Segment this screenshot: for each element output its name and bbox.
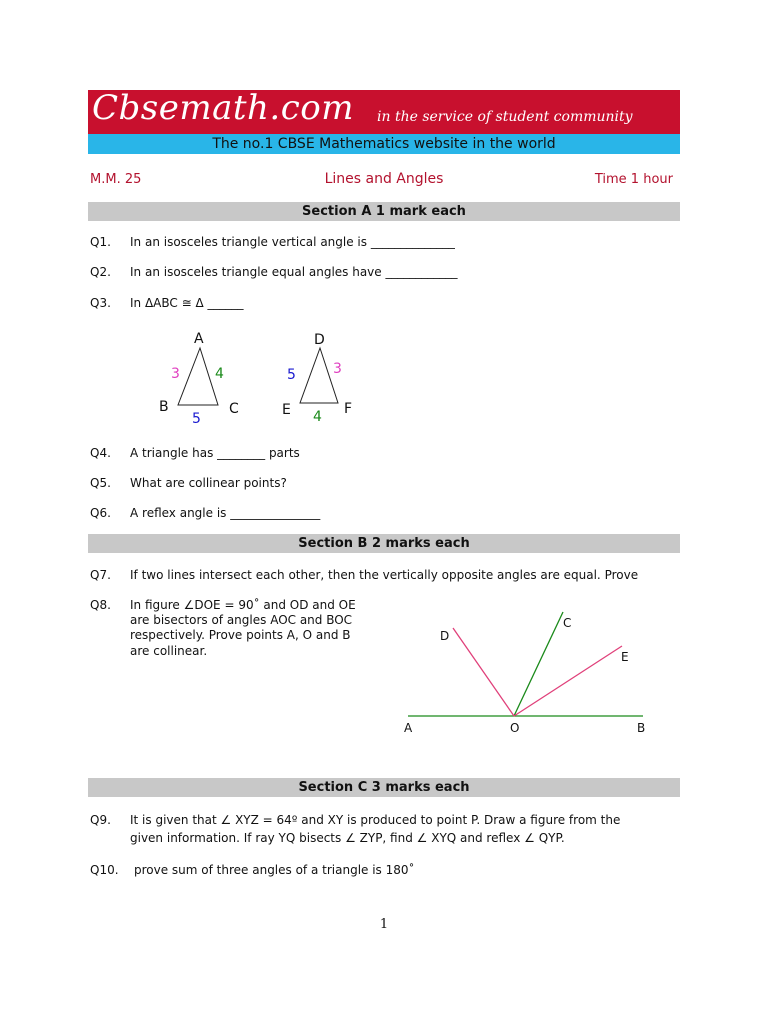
site-tagline: in the service of student community xyxy=(377,109,633,125)
question-text: In ΔABC ≅ Δ ______ xyxy=(130,296,244,310)
question-text-line: given information. If ray YQ bisects ∠ ZYP, find ∠ XYQ and reflex ∠ QYP. xyxy=(130,831,565,845)
section-c-heading: Section C 3 marks each xyxy=(88,778,680,797)
question-number: Q3. xyxy=(90,296,111,310)
section-b-heading: Section B 2 marks each xyxy=(88,534,680,553)
ray-od xyxy=(453,628,514,716)
question-text-line: are collinear. xyxy=(130,644,208,658)
question-text-line: It is given that ∠ XYZ = 64º and XY is produced to point P. Draw a figure from the xyxy=(130,813,621,827)
side-label-bc: 5 xyxy=(192,411,201,427)
point-label-c: C xyxy=(563,616,572,630)
question-text: If two lines intersect each other, then the vertically opposite angles are equal. Prove xyxy=(130,568,639,582)
site-subtitle: The no.1 CBSE Mathematics website in the world xyxy=(88,134,680,154)
section-a-heading: Section A 1 mark each xyxy=(88,202,680,221)
question-text: In an isosceles triangle vertical angle is ______________ xyxy=(130,235,455,249)
question-number: Q8. xyxy=(90,598,111,612)
question-text: A triangle has ________ parts xyxy=(130,446,300,460)
vertex-label-e: E xyxy=(282,402,291,418)
question-text: prove sum of three angles of a triangle is 180˚ xyxy=(134,863,415,877)
point-label-a: A xyxy=(404,721,413,735)
question-text-line: In figure ∠DOE = 90˚ and OD and OE xyxy=(130,598,356,612)
vertex-label-b: B xyxy=(159,399,169,415)
question-text-line: are bisectors of angles AOC and BOC xyxy=(130,613,353,627)
max-marks: M.M. 25 xyxy=(90,172,142,187)
side-label-df: 3 xyxy=(333,361,342,377)
question-number: Q1. xyxy=(90,235,111,249)
question-number: Q10. xyxy=(90,863,119,877)
question-number: Q6. xyxy=(90,506,111,520)
question-text: A reflex angle is _______________ xyxy=(130,506,321,520)
question-number: Q5. xyxy=(90,476,111,490)
side-label-ab: 3 xyxy=(171,366,180,382)
point-label-b: B xyxy=(637,721,646,735)
question-number: Q2. xyxy=(90,265,111,279)
side-label-ef: 4 xyxy=(313,409,322,425)
point-label-o: O xyxy=(510,721,520,735)
question-number: Q4. xyxy=(90,446,111,460)
question-text: In an isosceles triangle equal angles have ____________ xyxy=(130,265,458,279)
page-number: 1 xyxy=(379,917,389,932)
side-label-de: 5 xyxy=(287,367,296,383)
point-label-e: E xyxy=(621,650,629,664)
vertex-label-d: D xyxy=(314,332,325,348)
vertex-label-a: A xyxy=(194,331,204,347)
point-label-d: D xyxy=(440,629,450,643)
time-allowed: Time 1 hour xyxy=(594,172,673,187)
question-number: Q9. xyxy=(90,813,111,827)
side-label-ac: 4 xyxy=(215,366,224,382)
paper-topic: Lines and Angles xyxy=(324,171,444,187)
vertex-label-c: C xyxy=(229,401,239,417)
site-logo-text: Cbsemath.com xyxy=(92,88,354,128)
vertex-label-f: F xyxy=(344,401,353,417)
question-text: What are collinear points? xyxy=(130,476,287,490)
question-number: Q7. xyxy=(90,568,111,582)
question-text-line: respectively. Prove points A, O and B xyxy=(130,628,351,642)
